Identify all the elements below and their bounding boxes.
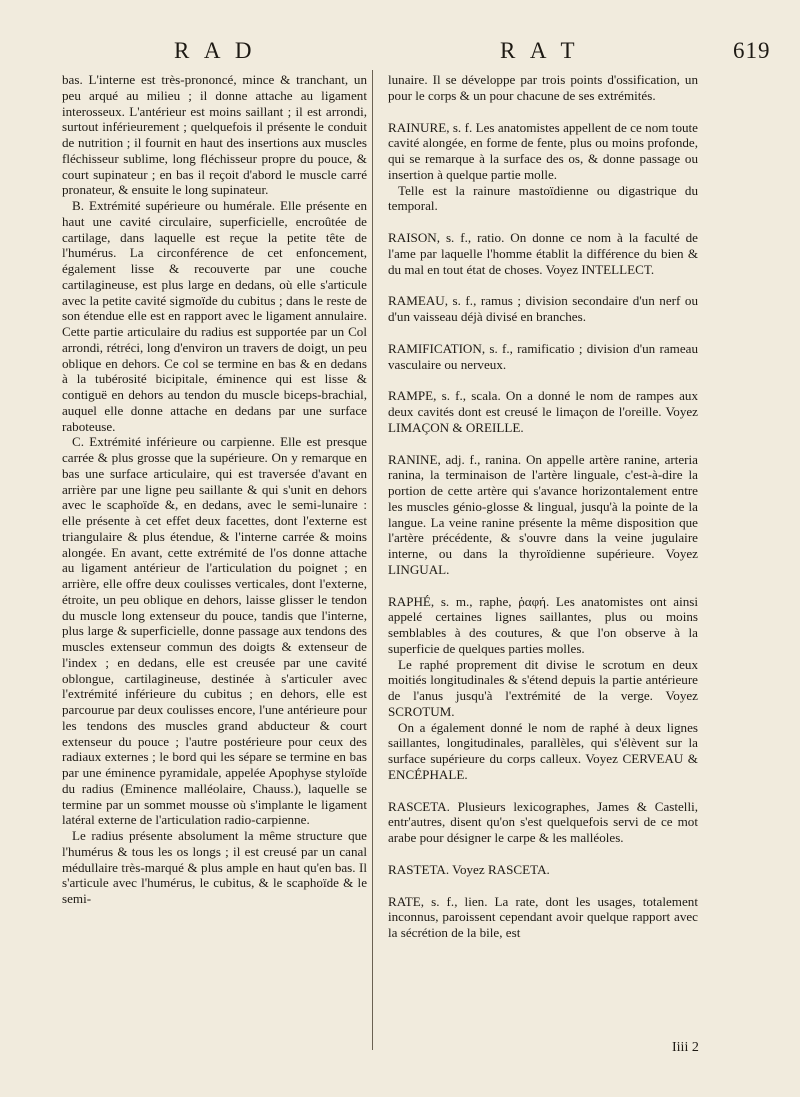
printer-signature: Iiii 2 bbox=[672, 1040, 699, 1055]
right-column bbox=[388, 72, 698, 1072]
paragraph: lunaire. Il se développe par trois points d'ossification, un pour le corps & un pour chacune de ses extrémités. bbox=[388, 72, 698, 103]
dictionary-entry: RASTETA. Voyez RASCETA. bbox=[388, 861, 550, 877]
paragraph: bas. L'interne est très-prononcé, mince & tranchant, un peu arqué au milieu ; il donne attache au ligament interosseux. L'antérieur est moins saillant ; il est arrondi, surtout inférieurement ; quelquefois il présente le conduit de nutrition ; il fournit en haut des insertions aux muscles fléchisseur sublime, long fléchisseur propre du pouce, & court supinateur ; en bas il reçoit d'abord le muscle carré pronateur, & ensuite le long supinateur. bbox=[62, 72, 367, 198]
dictionary-entry: RAISON, s. f., ratio. On donne ce nom à la faculté de l'ame par laquelle l'homme établit la différence du bien & du mal en tout état de choses. Voyez INTELLECT. bbox=[388, 230, 698, 277]
header-left: R A D bbox=[174, 38, 257, 63]
page-number: 619 bbox=[733, 38, 771, 63]
dictionary-entry: RATE, s. f., lien. La rate, dont les usages, totalement inconnus, paroissent cependant avoir quelque rapport avec la sécrétion de la bile, est bbox=[388, 893, 698, 940]
dictionary-entry: RAMIFICATION, s. f., ramificatio ; division d'un rameau vasculaire ou nerveux. bbox=[388, 340, 698, 372]
paragraph: On a également donné le nom de raphé à deux lignes saillantes, longitudinales, parallèles, qui s'élèvent sur la surface supérieure du corps calleux. Voyez CERVEAU & ENCÉPHALE. bbox=[388, 719, 698, 782]
header-center: R A T bbox=[500, 38, 580, 63]
paragraph: Telle est la rainure mastoïdienne ou digastrique du temporal. bbox=[388, 182, 698, 214]
dictionary-entry: RAINURE, s. f. Les anatomistes appellent de ce nom toute cavité alongée, en forme de fente, plus ou moins profonde, qui se remarque à la surface des os, & donne passage ou insertion à quelque partie molle. bbox=[388, 119, 698, 182]
column-divider bbox=[372, 70, 373, 1050]
paragraph: B. Extrémité supérieure ou humérale. Elle présente en haut une cavité circulaire, superficielle, encroûtée de cartilage, dans laquelle est reçue la petite tête de l'humérus. La circonférence de cet enfoncement, également lisse & recouverte par une couche cartilagineuse, est plus large en dedans, où elle s'articule avec la petite cavité sigmoïde du cubitus ; dans le reste de son étendue elle est en rapport avec le ligament annulaire. Cette partie articulaire du radius est supportée par un Col arrondi, rétréci, long d'environ un travers de doigt, un peu oblique en dehors. Ce col se termine en bas & en dedans à la tubérosité bicipitale, éminence qui est lisse & contiguë en dehors au tendon du muscle biceps-brachial, auquel elle donne attache en dedans par une surface raboteuse. bbox=[62, 198, 367, 434]
paragraph: Le raphé proprement dit divise le scrotum en deux moitiés longitudinales & s'étend depuis la partie antérieure de l'anus jusqu'à l'extrémité de la verge. Voyez SCROTUM. bbox=[388, 656, 698, 719]
dictionary-entry: RAMEAU, s. f., ramus ; division secondaire d'un nerf ou d'un vaisseau déjà divisé en branches. bbox=[388, 293, 698, 324]
dictionary-entry: RASCETA. Plusieurs lexicographes, James & Castelli, entr'autres, disent qu'on s'est quelquefois servi de ce mot arabe pour désigner le carpe & les malléoles. bbox=[388, 798, 698, 845]
paragraph: C. Extrémité inférieure ou carpienne. Elle est presque carrée & plus grosse que la supérieure. On y remarque en bas une surface articulaire, qui est traversée d'avant en arrière par une ligne peu saillante & qui s'unit en dehors avec le scaphoïde &, en dedans, avec le semi-lunaire : elle présente à cet effet deux facettes, dont l'externe est triangulaire & plus étendue, & l'interne carrée & moins alongée. En avant, cette extrémité de l'os donne attache au ligament antérieur de l'articulation du poignet ; en arrière, elle offre deux coulisses verticales, dont l'externe, étroite, un peu oblique en dehors, laisse glisser le tendon du muscle long extenseur du pouce, tandis que l'interne, plus large & superficielle, donne passage aux tendons des muscles extenseur commun des doigts & extenseur de l'index ; en dedans, elle est creusée par une cavité oblongue, cartilagineuse, destinée à s'articuler avec l'extrémité inférieure du cubitus ; en dehors, elle est parcourue par deux coulisses encore, l'une antérieure pour les tendons des muscles grand abducteur & court extenseur du pouce ; l'autre postérieure pour ceux des radiaux externes ; le bord qui les sépare se termine en bas par une éminence pyramidale, appelée Apophyse styloïde du radius (Eminence malléolaire, Chauss.), laquelle se termine par un sommet mousse où s'implante le ligament latéral externe de l'articulation radio-carpienne. bbox=[62, 434, 367, 828]
left-column bbox=[62, 72, 367, 1072]
dictionary-entry: RAPHÉ, s. m., raphe, ῥαφή. Les anatomistes ont ainsi appelé certaines lignes saillantes, plus ou moins semblables à des coutures, & que l'on observe à la superficie de quelques parties molles. bbox=[388, 593, 698, 656]
dictionary-entry: RANINE, adj. f., ranina. On appelle artère ranine, arteria ranina, la terminaison de l'artère linguale, c'est-à-dire la portion de cette artère qui s'avance horizontalement entre les muscles génio-glosse & lingual, jusqu'à la pointe de la langue. La veine ranine présente la même disposition que l'artère précédente, & s'ouvre dans la veine jugulaire interne, ou dans la thyroïdienne supérieure. Voyez LINGUAL. bbox=[388, 451, 698, 577]
paragraph: Le radius présente absolument la même structure que l'humérus & tous les os longs ; il est creusé par un canal médullaire très-marqué & plus ample en haut qu'en bas. Il s'articule avec l'humérus, le cubitus, & le scaphoïde & le semi- bbox=[62, 828, 367, 906]
dictionary-entry: RAMPE, s. f., scala. On a donné le nom de rampes aux deux cavités dont est creusé le limaçon de l'oreille. Voyez LIMAÇON & OREILLE. bbox=[388, 388, 698, 435]
